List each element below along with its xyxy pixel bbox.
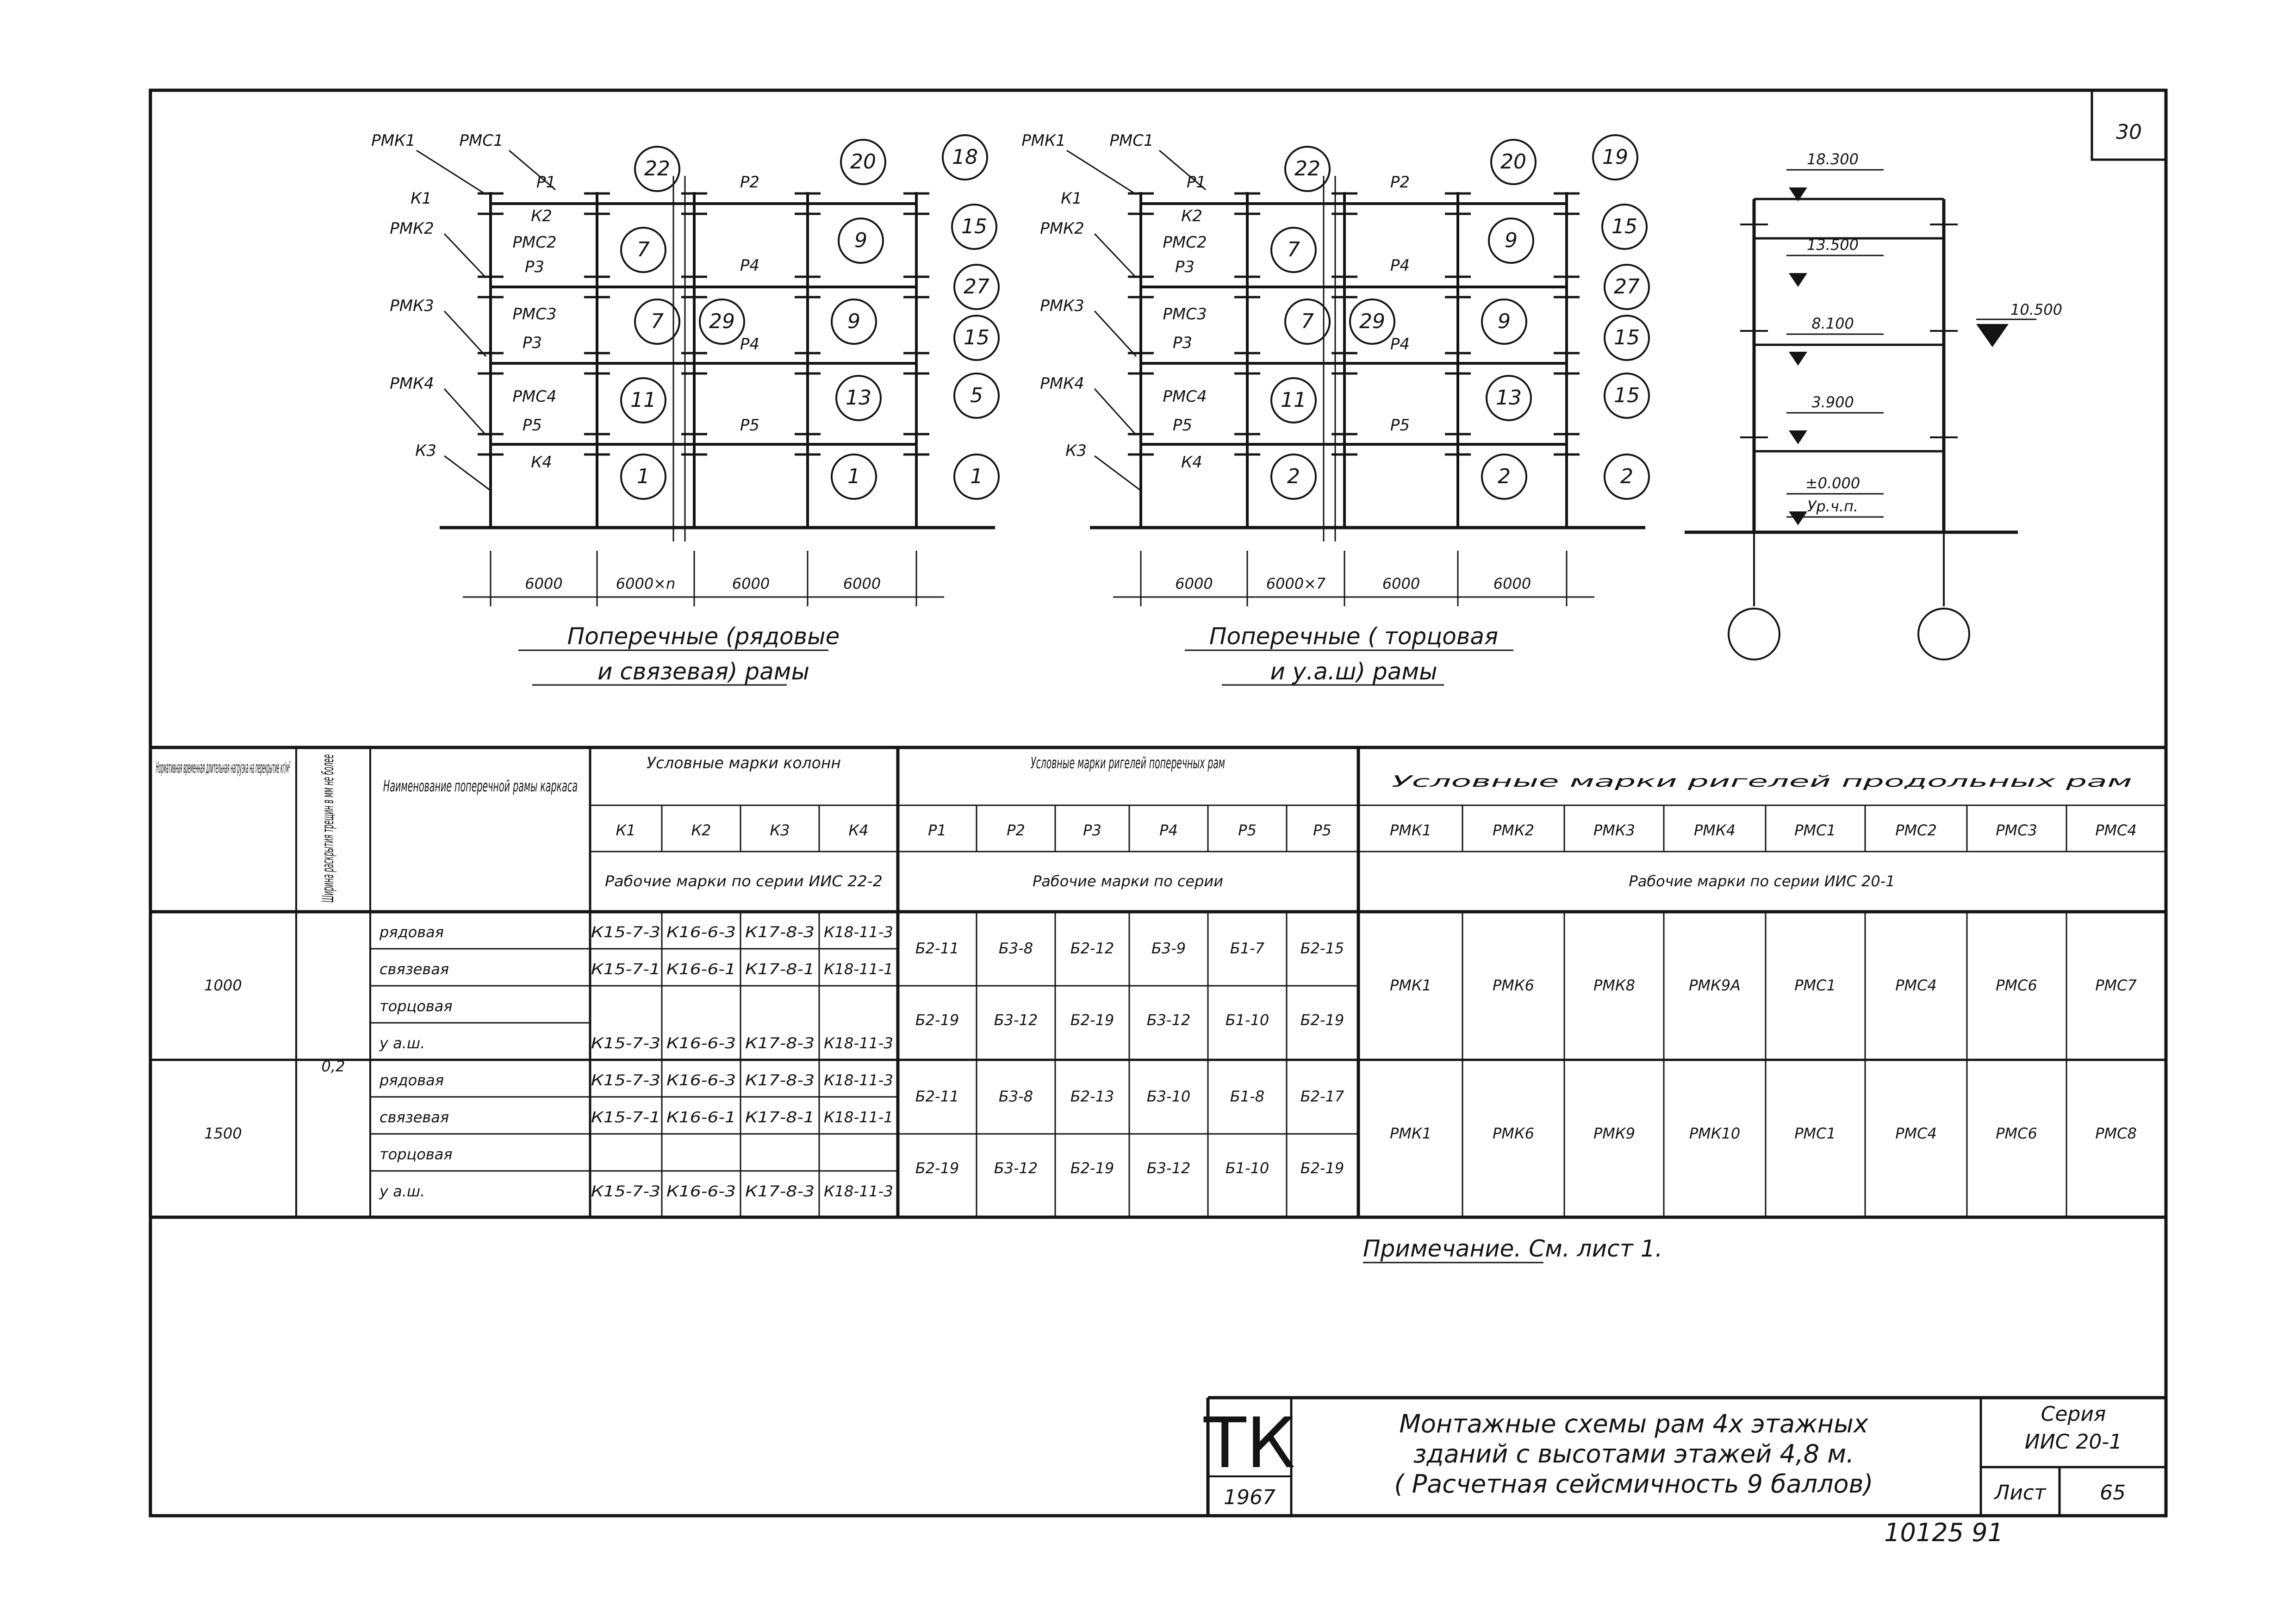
crossbar-mark: Б2-12 [1070, 940, 1114, 957]
position-number: 15 [1614, 326, 1640, 349]
position-number: 11 [630, 388, 656, 412]
column-mark: К16-6-3 [666, 1071, 736, 1089]
table-header: Нормативная временная длительная нагрузка на перекрытие кг/м² [156, 759, 291, 777]
frame-type-name: связевая [380, 960, 449, 978]
long-beam-code: РМК1 [1390, 821, 1431, 839]
table-header: Условные марки ригелей продольных рам [1392, 772, 2132, 791]
span-dimension: 6000 [1382, 575, 1420, 592]
crossbar-mark: Б2-13 [1070, 1088, 1114, 1105]
long-beam-mark: РМС7 [2095, 977, 2137, 994]
long-beam-mark: РМК6 [1493, 977, 1534, 994]
crossbar-code: Р4 [1159, 821, 1178, 839]
stamp-logo: ТК [1203, 1403, 1296, 1484]
position-number: 27 [1614, 275, 1640, 299]
long-beam-code: РМК3 [1593, 821, 1635, 839]
span-dimension: 6000×n [616, 575, 676, 592]
position-number: 20 [1500, 150, 1526, 174]
position-number: 22 [644, 157, 670, 180]
table-header-crack: Ширина раскрытия трещин в мм не более [319, 550, 337, 902]
leader-line [444, 456, 491, 491]
frame-type-name: торцовая [380, 997, 453, 1015]
frame_b-diagram [1067, 135, 1649, 606]
column-mark: К18-11-3 [824, 1071, 893, 1089]
position-number: 9 [1505, 229, 1518, 252]
crossbar-code: Р2 [1007, 821, 1025, 839]
column-mark: К16-6-1 [666, 960, 736, 978]
table-header: Наименование поперечной рамы каркаса [383, 777, 578, 796]
element-tag: К1 [411, 189, 432, 208]
span-dimension: 6000 [525, 575, 563, 592]
title-line: Монтажные схемы рам 4х этажных [1399, 1409, 1868, 1438]
crossbar-mark: Б2-11 [915, 940, 959, 957]
column-mark: К18-11-1 [824, 960, 893, 978]
position-number: 20 [850, 150, 876, 174]
frame-diagrams [417, 135, 1649, 606]
long-beam-mark: РМК1 [1390, 1125, 1431, 1142]
element-tag: РМС1 [459, 131, 504, 150]
element-tag: Р4 [1390, 256, 1410, 275]
column-code: К4 [848, 821, 869, 839]
position-number: 2 [1498, 465, 1511, 488]
element-tag: РМС2 [1163, 233, 1207, 252]
frame-type-name: у а.ш. [380, 1182, 425, 1200]
crossbar-mark: Б2-19 [1070, 1159, 1114, 1177]
crossbar-mark: Б3-12 [1146, 1011, 1191, 1029]
crossbar-mark: Б3-8 [998, 1088, 1033, 1105]
position-number: 13 [846, 386, 871, 410]
element-tag: РМК1 [371, 131, 416, 150]
position-number: 29 [709, 310, 735, 333]
long-beam-mark: РМК1 [1390, 977, 1431, 994]
crossbar-mark: Б2-19 [1070, 1011, 1114, 1029]
position-number: 22 [1294, 157, 1320, 180]
element-tag: РМС1 [1109, 131, 1154, 150]
column-mark: К16-6-3 [666, 1182, 736, 1200]
frame-caption-line2: и связевая) рамы [597, 658, 809, 685]
column-mark: К16-6-3 [666, 923, 736, 941]
column-mark: К15-7-3 [591, 1071, 660, 1089]
load-value: 1000 [204, 977, 242, 994]
column-mark: К15-7-3 [591, 1034, 660, 1052]
stamp-year: 1967 [1224, 1486, 1276, 1509]
span-dimension: 6000 [732, 575, 770, 592]
frame-type-name: у а.ш. [380, 1034, 425, 1052]
element-tag: Р3 [524, 258, 545, 276]
element-tag: К3 [1065, 442, 1087, 460]
frame-caption-line1: Поперечные (рядовые [567, 623, 840, 650]
level-mark: 8.100 [1811, 315, 1854, 332]
position-number: 27 [964, 275, 989, 299]
span-dimension: 6000×7 [1266, 575, 1326, 592]
position-number: 15 [1614, 384, 1640, 407]
element-tag: Р5 [1390, 416, 1410, 435]
position-number: 1 [970, 465, 983, 488]
leader-line [417, 150, 486, 194]
position-number: 2 [1620, 465, 1633, 488]
column-code: К2 [691, 821, 711, 839]
element-tag: Р3 [522, 334, 542, 352]
position-number: 7 [651, 310, 664, 333]
long-beam-mark: РМК8 [1593, 977, 1635, 994]
position-number: 7 [1287, 238, 1300, 261]
column-code: К3 [770, 821, 790, 839]
crossbar-mark: Б2-17 [1300, 1088, 1344, 1105]
column-mark: К15-7-1 [591, 960, 660, 978]
column-mark: К18-11-3 [824, 923, 893, 941]
long-beam-code: РМС4 [2095, 821, 2137, 839]
level-mark: 18.300 [1807, 150, 1859, 168]
column-mark: К18-11-3 [824, 1182, 893, 1200]
element-tag: РМС4 [512, 387, 557, 406]
frame-type-name: рядовая [380, 1071, 444, 1089]
leader-line [1095, 456, 1141, 491]
side-level-triangle [1976, 324, 2009, 347]
crossbar-mark: Б1-10 [1225, 1011, 1269, 1029]
crossbar-mark: Б1-8 [1230, 1088, 1265, 1105]
corner-number: 30 [2116, 120, 2142, 144]
column-mark: К18-11-3 [824, 1034, 893, 1052]
position-number: 19 [1602, 145, 1628, 169]
long-beam-mark: РМС6 [1996, 1125, 2037, 1142]
position-number: 5 [970, 384, 983, 407]
frame-type-name: связевая [380, 1108, 449, 1126]
position-number: 9 [847, 310, 860, 333]
column-mark: К17-8-3 [745, 923, 815, 941]
leader-line [1067, 150, 1136, 194]
long-beam-code: РМС3 [1996, 821, 2037, 839]
element-tag: Р2 [1390, 173, 1410, 192]
position-number: 15 [1612, 215, 1637, 238]
position-number: 29 [1359, 310, 1385, 333]
sheet-frame [150, 90, 2166, 1516]
element-tag: РМС4 [1163, 387, 1207, 406]
note-text: Примечание. См. лист 1. [1363, 1235, 1663, 1262]
element-tag: К4 [531, 453, 552, 472]
long-beam-code: РМК2 [1493, 821, 1534, 839]
long-beam-mark: РМК9А [1689, 977, 1741, 994]
sub-header-long: Рабочие марки по серии ИИС 20-1 [1629, 872, 1895, 890]
long-beam-mark: РМК10 [1689, 1125, 1741, 1142]
element-tag: Р5 [522, 416, 542, 435]
position-number: 15 [964, 326, 989, 349]
element-tag: РМК4 [390, 374, 434, 393]
crossbar-mark: Б3-9 [1151, 940, 1186, 957]
span-dimension: 6000 [1493, 575, 1531, 592]
element-tag: Р2 [740, 173, 760, 192]
level-mark: 13.500 [1807, 236, 1859, 254]
crack-width-value: 0,2 [321, 1058, 345, 1075]
element-tag: К2 [531, 207, 552, 225]
leader-line [444, 311, 486, 356]
crossbar-mark: Б1-10 [1225, 1159, 1269, 1177]
level-triangle [1789, 273, 1807, 287]
element-tag: К4 [1181, 453, 1202, 472]
crossbar-mark: Б2-19 [1300, 1159, 1344, 1177]
column-mark: К15-7-1 [591, 1108, 660, 1126]
crossbar-mark: Б3-10 [1146, 1088, 1191, 1105]
long-beam-mark: РМС1 [1794, 977, 1836, 994]
long-beam-code: РМС2 [1895, 821, 1937, 839]
element-tag: РМС2 [512, 233, 557, 252]
crossbar-mark: Б1-7 [1230, 940, 1265, 957]
long-beam-mark: РМС4 [1895, 1125, 1937, 1142]
crossbar-mark: Б2-11 [915, 1088, 959, 1105]
frame-type-name: торцовая [380, 1145, 453, 1163]
crossbar-code: Р5 [1313, 821, 1332, 839]
level-mark: 3.900 [1811, 393, 1854, 411]
element-tag: РМК2 [390, 219, 434, 238]
level-triangle [1789, 511, 1807, 525]
frame-caption-line2: и у.а.ш) рамы [1270, 658, 1437, 685]
element-tag: РМК4 [1040, 374, 1084, 393]
long-beam-mark: РМС8 [2095, 1125, 2137, 1142]
position-number: 7 [637, 238, 650, 261]
frame-type-name: рядовая [380, 923, 444, 941]
level-mark: Ур.ч.п. [1807, 498, 1859, 515]
crossbar-mark: Б2-19 [1300, 1011, 1344, 1029]
element-tag: Р1 [1186, 173, 1207, 192]
series-label: Серия [2041, 1402, 2106, 1426]
crossbar-mark: Б3-12 [994, 1011, 1038, 1029]
elevation-section [1685, 170, 2036, 660]
leader-line [444, 234, 486, 278]
long-beam-mark: РМС1 [1794, 1125, 1836, 1142]
long-beam-code: РМК4 [1694, 821, 1736, 839]
load-value: 1500 [204, 1125, 242, 1142]
position-number: 13 [1496, 386, 1522, 410]
column-mark: К18-11-1 [824, 1108, 893, 1126]
crossbar-mark: Б2-19 [915, 1159, 959, 1177]
position-number: 15 [961, 215, 987, 238]
element-tag: Р1 [536, 173, 556, 192]
element-tag: РМК3 [390, 297, 434, 315]
position-number: 9 [854, 229, 867, 252]
element-tag: РМК1 [1021, 131, 1066, 150]
position-number: 1 [847, 465, 860, 488]
table-header: Условные марки колонн [647, 754, 841, 772]
span-dimension: 6000 [843, 575, 881, 592]
element-tag: Р4 [1390, 335, 1410, 354]
series-value: ИИС 20-1 [2024, 1430, 2122, 1454]
sub-header-columns: Рабочие марки по серии ИИС 22-2 [605, 872, 883, 890]
column-mark: К16-6-1 [666, 1108, 736, 1126]
crossbar-mark: Б2-15 [1300, 940, 1344, 957]
element-tag: К1 [1061, 189, 1082, 208]
frame-caption-line1: Поперечные ( торцовая [1209, 623, 1499, 650]
level-mark: ±0.000 [1805, 474, 1860, 492]
element-tag: Р5 [1172, 416, 1193, 435]
frame_a-diagram [417, 135, 999, 606]
element-tag: РМК3 [1040, 297, 1084, 315]
long-beam-code: РМС1 [1794, 821, 1836, 839]
crossbar-code: Р5 [1238, 821, 1257, 839]
crossbar-mark: Б3-8 [998, 940, 1033, 957]
long-beam-mark: РМС6 [1996, 977, 2037, 994]
column-mark: К17-8-3 [745, 1034, 815, 1052]
column-mark: К15-7-3 [591, 1182, 660, 1200]
position-number: 11 [1281, 388, 1307, 412]
column-mark: К17-8-1 [745, 1108, 815, 1126]
crossbar-code: Р3 [1083, 821, 1101, 839]
element-tag: Р3 [1175, 258, 1195, 276]
leader-line [1095, 389, 1136, 435]
column-mark: К15-7-3 [591, 923, 660, 941]
element-tag: Р3 [1172, 334, 1193, 352]
long-beam-mark: РМС4 [1895, 977, 1937, 994]
long-beam-mark: РМК6 [1493, 1125, 1534, 1142]
crossbar-mark: Б2-19 [915, 1011, 959, 1029]
column-mark: К16-6-3 [666, 1034, 736, 1052]
element-tag: К2 [1181, 207, 1202, 225]
position-number: 7 [1301, 310, 1314, 333]
element-tag: РМК2 [1040, 219, 1084, 238]
footing-left [1729, 609, 1780, 660]
footing-right [1918, 609, 1969, 660]
archive-code: 10125 91 [1884, 1518, 2004, 1547]
position-number: 1 [637, 465, 650, 488]
crossbar-mark: Б3-12 [994, 1159, 1038, 1177]
level-triangle [1789, 430, 1807, 444]
position-number: 2 [1287, 465, 1300, 488]
column-mark: К17-8-1 [745, 960, 815, 978]
sheet-label: Лист [1994, 1481, 2046, 1505]
sheet-number: 65 [2100, 1481, 2126, 1505]
title-line: зданий с высотами этажей 4,8 м. [1413, 1439, 1854, 1468]
column-mark: К17-8-3 [745, 1071, 815, 1089]
level-triangle [1789, 352, 1807, 366]
crossbar-code: Р1 [928, 821, 946, 839]
element-tag: К3 [415, 442, 436, 460]
element-tag: РМС3 [512, 305, 557, 324]
element-tag: Р4 [740, 335, 760, 354]
element-tag: Р5 [740, 416, 760, 435]
long-beam-mark: РМК9 [1593, 1125, 1635, 1142]
column-code: К1 [616, 821, 636, 839]
crossbar-mark: Б3-12 [1146, 1159, 1191, 1177]
column-mark: К17-8-3 [745, 1182, 815, 1200]
leader-line [444, 389, 486, 435]
leader-line [1095, 311, 1136, 356]
title-line: ( Расчетная сейсмичность 9 баллов) [1394, 1469, 1873, 1499]
element-tag: Р4 [740, 256, 760, 275]
span-dimension: 6000 [1175, 575, 1213, 592]
sub-header-crossbars: Рабочие марки по серии [1033, 872, 1223, 890]
leader-line [1095, 234, 1136, 278]
side-level-mark: 10.500 [2010, 301, 2062, 318]
element-tag: РМС3 [1163, 305, 1207, 324]
table-header: Условные марки ригелей поперечных рам [1031, 754, 1225, 772]
position-number: 9 [1498, 310, 1511, 333]
position-number: 18 [952, 145, 978, 169]
